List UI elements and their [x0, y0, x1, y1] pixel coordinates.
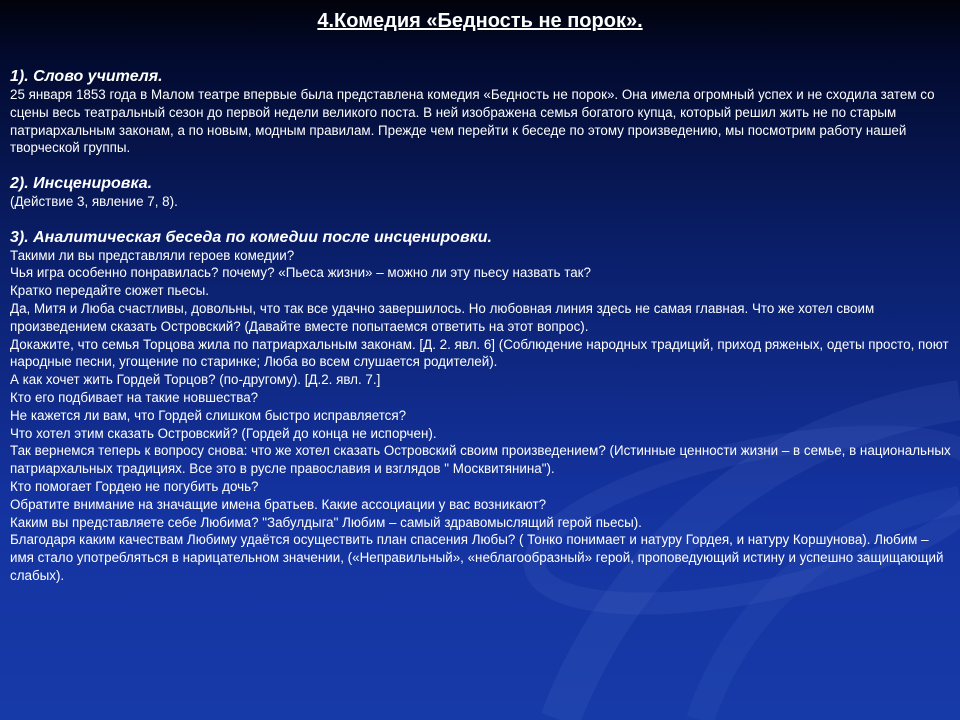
discussion-line: Такими ли вы представляли героев комедии? — [10, 247, 295, 263]
section-text: (Действие 3, явление 7, 8). — [10, 193, 178, 209]
discussion-line: Так вернемся теперь к вопросу снова: что же хотел сказать Островский своим произведением? (Истинные ценности жизни – в семье, в национальных патриархальных традициях. Все это в русле православия и взглядов " Москвитянина"). — [10, 443, 951, 477]
discussion-line: Каким вы представляете себе Любима? "Забулдыга" Любим – самый здравомыслящий герой пьесы). — [10, 514, 642, 530]
slide-body — [10, 68, 952, 603]
discussion-line: Благодаря каким качествам Любиму удаётся осуществить план спасения Любы? ( Тонко понимает и натуру Гордея, и натуру Коршунова). Любим – имя стало употребляться в нарицательном значении, («Неправильный», «неблагообразный» герой, проповедующий истину и успешно защищающий слабых). — [10, 532, 944, 583]
section-heading: 3). Аналитическая беседа по комедии после инсценировки. — [10, 228, 492, 246]
section-heading: 2). Инсценировка. — [10, 174, 153, 192]
discussion-line: Что хотел этим сказать Островский? (Гордей до конца не испорчен). — [10, 425, 437, 441]
section-analytical-discussion — [10, 229, 952, 585]
discussion-line: Докажите, что семья Торцова жила по патриархальным законам. [Д. 2. явл. 6] (Соблюдение народных традиций, приход ряженых, одеты просто, поют народные песни, угощение по старинке; Люба во всем слушается родителей). — [10, 336, 949, 370]
section-heading: 1). Слово учителя. — [10, 68, 163, 85]
discussion-line: А как хочет жить Гордей Торцов? (по-другому). [Д.2. явл. 7.] — [10, 372, 381, 388]
section-staging — [10, 175, 952, 211]
section-text: 25 января 1853 года в Малом театре впервые была представлена комедия «Бедность не порок». Она имела огромный успех и не сходила затем со сцены весь театральный сезон до первой недели великого поста. В ней изображена семья богатого купца, который решил жить не по старым патриархальным законам, а по новым, модным правилам. Прежде чем перейти к беседе по этому произведению, мы посмотрим работу нашей творческой группы. — [10, 87, 935, 156]
discussion-line: Кто помогает Гордею не погубить дочь? — [10, 478, 259, 494]
discussion-line: Кто его подбивает на такие новшества? — [10, 389, 259, 405]
discussion-line: Кратко передайте сюжет пьесы. — [10, 283, 210, 299]
discussion-line: Чья игра особенно понравилась? почему? «Пьеса жизни» – можно ли эту пьесу назвать так? — [10, 265, 591, 281]
section-teacher-word — [10, 68, 952, 157]
discussion-line: Обратите внимание на значащие имена братьев. Какие ассоциации у вас возникают? — [10, 496, 547, 512]
discussion-line: Не кажется ли вам, что Гордей слишком быстро исправляется? — [10, 407, 407, 423]
discussion-line: Да, Митя и Люба счастливы, довольны, что так все удачно завершилось. Но любовная линия здесь не самая главная. Что же хотел своим произведением сказать Островский? (Давайте вместе попытаемся ответить на этот вопрос). — [10, 300, 875, 334]
slide-title: 4.Комедия «Бедность не порок». — [317, 10, 643, 32]
